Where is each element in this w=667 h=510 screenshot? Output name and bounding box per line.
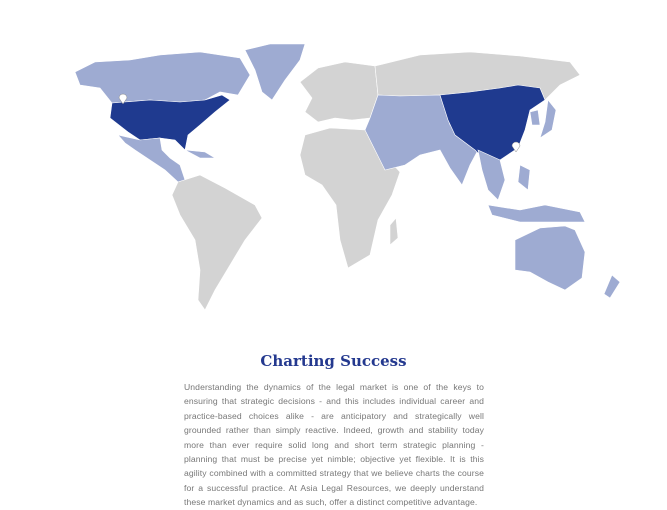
canada-alaska — [75, 52, 250, 103]
australia — [515, 226, 585, 290]
madagascar — [390, 218, 398, 245]
japan — [540, 100, 556, 138]
section-title: Charting Success — [260, 352, 407, 370]
greenland — [245, 44, 305, 100]
section-paragraph: Understanding the dynamics of the legal market is one of the keys to ensuring that strategic decisions - and this includes individual career and practice-based choices alike - are anticipatory and strategically well grounded rather than simply reactive. Indeed, growth and stability today more than ever require solid long and short term strategic planning - planning that must be precise yet nimble; objective yet flexible. It is this agility combined with a committed strategy that we believe charts the course for a successful practice. At Asia Legal Resources, we deeply understand these market dynamics and as such, offer a distinct competitive advantage. — [184, 382, 484, 508]
mexico-central-america — [118, 135, 185, 182]
new-zealand — [604, 275, 620, 298]
south-america — [172, 175, 262, 310]
korea — [530, 110, 540, 125]
indonesia — [488, 205, 585, 222]
caribbean — [185, 150, 215, 158]
philippines — [518, 165, 530, 190]
europe — [300, 62, 378, 122]
